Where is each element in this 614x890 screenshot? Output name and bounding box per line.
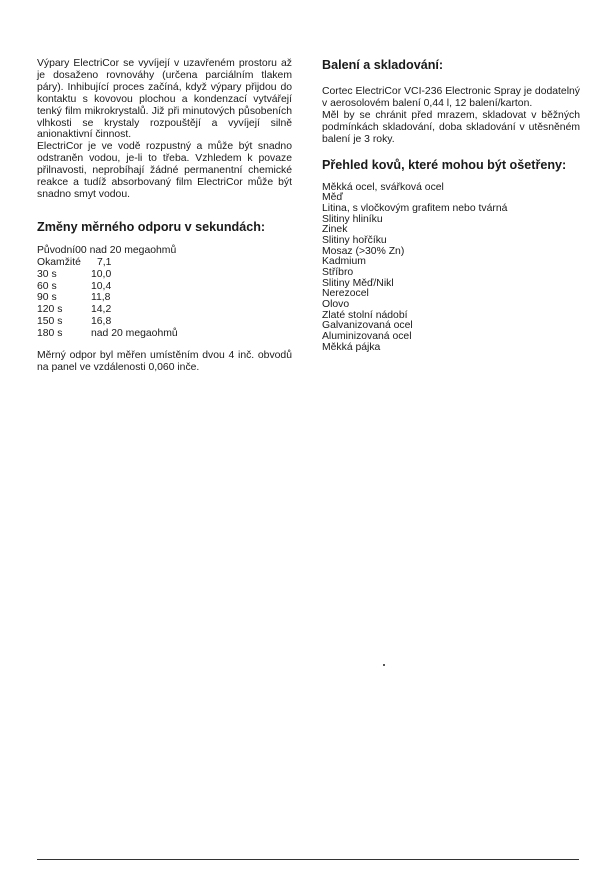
resistance-heading: Změny měrného odporu v sekundách: — [37, 219, 266, 234]
resistance-row — [37, 281, 292, 293]
resistance-time: 150 s — [37, 316, 63, 328]
metal-item: Stříbro — [322, 267, 354, 279]
resistance-time: 90 s — [37, 292, 57, 304]
left-column — [37, 58, 292, 374]
resistance-value: 10,4 — [91, 280, 112, 292]
metal-item: Měkká pájka — [322, 341, 381, 353]
resistance-value: nad 20 megaohmů — [91, 328, 178, 340]
metal-item: Zinek — [322, 224, 348, 236]
speck — [383, 664, 385, 666]
resistance-value: 10,0 — [91, 268, 112, 280]
metal-item: Slitiny Měď/Nikl — [322, 277, 394, 289]
metal-item: Aluminizovaná ocel — [322, 331, 412, 343]
resistance-row — [37, 269, 292, 281]
resistance-row — [37, 328, 292, 340]
metals-heading: Přehled kovů, které mohou být ošetřeny: — [322, 157, 567, 172]
metal-item: Galvanizovaná ocel — [322, 320, 413, 332]
resistance-value: 00 nad 20 megaohmů — [75, 244, 177, 256]
resistance-value: 16,8 — [91, 316, 112, 328]
resistance-row — [37, 292, 292, 304]
resistance-time: 30 s — [37, 268, 57, 280]
packaging-heading: Balení a skladování: — [322, 58, 444, 72]
packaging-paragraph: Cortec ElectriCor VCI-236 Electronic Spray je dodatelný v aerosolovém balení 0,44 l, 12 balení/karton. — [322, 86, 580, 109]
metals-list — [322, 183, 580, 354]
metal-item: Slitiny hořčíku — [322, 234, 387, 246]
resistance-table — [37, 245, 292, 340]
solubility-paragraph: ElectriCor je ve vodě rozpustný a může být snadno odstraněn vodou, je-li to třeba. Vzhledem k povaze přilnavosti, neprobíhají žádné permanentní chemické reakce a tudíž absorbovaný film ElectriCor může být snadno smyt vodou. — [37, 141, 292, 200]
resistance-value: 7,1 — [97, 256, 112, 268]
intro-paragraph: Výpary ElectriCor se vyvíjejí v uzavřeném prostoru až je dosaženo rovnováhy (určena parciálním tlakem páry). Inhibující proces začíná, když výpary přijdou do kontaktu s kovovou plochou a kondenzací vytvářejí tenký film mikrokrystalů. Již při minutových působeních vlhkosti se krystaly rozpouštějí a vyvíjejí silně anionaktivní činnost. — [37, 58, 292, 141]
metal-item: Zlaté stolní nádobí — [322, 309, 408, 321]
metal-item: Mosaz (>30% Zn) — [322, 245, 405, 257]
resistance-time: 180 s — [37, 328, 63, 340]
metal-item: Měkká ocel, svářková ocel — [322, 181, 444, 193]
metal-item: Měď — [322, 192, 343, 204]
resistance-value: 11,8 — [91, 292, 111, 304]
resistance-time: 60 s — [37, 280, 57, 292]
metal-item: Litina, s vločkovým grafitem nebo tvárná — [322, 202, 508, 214]
resistance-value: 14,2 — [91, 304, 112, 316]
measurement-note: Měrný odpor byl měřen umístěním dvou 4 inč. obvodů na panel ve vzdálenosti 0,060 inče. — [37, 350, 292, 373]
metal-item: Olovo — [322, 299, 350, 311]
resistance-row — [37, 257, 292, 269]
resistance-row — [37, 316, 292, 328]
metal-item: Kadmium — [322, 256, 366, 268]
footer-rule — [37, 859, 579, 860]
resistance-time: Okamžité — [37, 256, 81, 268]
resistance-row — [37, 245, 292, 257]
resistance-row — [37, 304, 292, 316]
resistance-time: Původní — [37, 244, 76, 256]
storage-paragraph: Měl by se chránit před mrazem, skladovat v běžných podmínkách skladování, doba skladování v utěsněném balení je 3 roky. — [322, 109, 580, 145]
metal-item: Slitiny hliníku — [322, 213, 383, 225]
right-column — [322, 58, 580, 354]
metal-item: Nerezocel — [322, 288, 369, 300]
resistance-time: 120 s — [37, 304, 63, 316]
